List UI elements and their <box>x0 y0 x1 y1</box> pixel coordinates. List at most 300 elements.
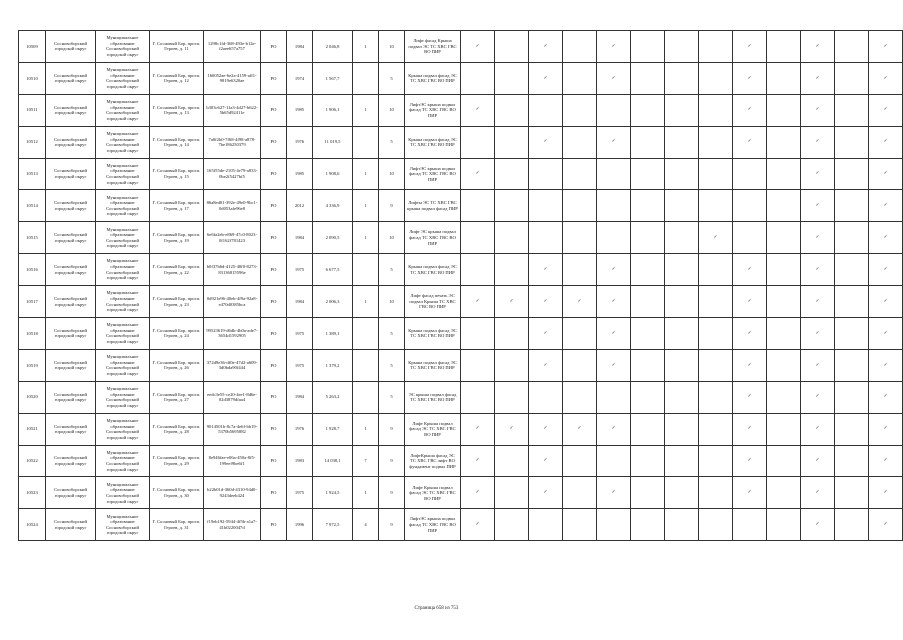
cell-area: 1 906,1 <box>313 94 353 126</box>
cell-n2: 5 <box>379 254 405 286</box>
check-mark-icon: ✓ <box>733 126 767 158</box>
cell-locality: Сосновоборский городской округ <box>46 190 96 222</box>
cell-n2: 10 <box>379 158 405 190</box>
empty-cell <box>495 254 529 286</box>
empty-cell <box>767 445 801 477</box>
empty-cell <box>597 222 631 254</box>
empty-cell <box>631 318 665 350</box>
table-row <box>19 413 903 445</box>
cell-n1: 1 <box>353 477 379 509</box>
cell-id: 10521 <box>19 413 46 445</box>
empty-cell <box>835 222 869 254</box>
empty-cell <box>665 286 699 318</box>
empty-cell <box>495 381 529 413</box>
empty-cell <box>665 318 699 350</box>
cell-area: 1 908,6 <box>313 158 353 190</box>
empty-cell <box>767 509 801 541</box>
empty-cell <box>495 445 529 477</box>
cell-locality: Сосновоборский городской округ <box>46 286 96 318</box>
empty-cell <box>495 31 529 63</box>
cell-municipality: Муниципальное образование Сосновоборский городской округ <box>96 126 150 158</box>
check-mark-icon: ✓ <box>801 381 835 413</box>
cell-works: Крыша подвал фасад ЭС ТС ХВС ГВС ВО ПИР <box>405 349 461 381</box>
check-mark-icon: ✓ <box>597 62 631 94</box>
check-mark-icon: ✓ <box>461 94 495 126</box>
cell-id: 10515 <box>19 222 46 254</box>
table-row <box>19 477 903 509</box>
cell-address: Г. Сосновый Бор, просп. Героев, д. 28 <box>150 413 204 445</box>
check-mark-icon: ✓ <box>801 94 835 126</box>
empty-cell <box>563 31 597 63</box>
cell-n2: 10 <box>379 222 405 254</box>
check-mark-icon: ✓ <box>733 62 767 94</box>
check-mark-icon: ✓ <box>869 62 903 94</box>
check-mark-icon: ✓ <box>597 126 631 158</box>
empty-cell <box>835 31 869 63</box>
cell-area: 11 019,5 <box>313 126 353 158</box>
cell-n2: 9 <box>379 445 405 477</box>
cell-address: Г. Сосновый Бор, просп. Героев, д. 15 <box>150 158 204 190</box>
empty-cell <box>835 381 869 413</box>
cell-code: f19eb192-5944-4f5b-a1a7-41b0220047d <box>204 509 261 541</box>
check-mark-icon: ✓ <box>733 318 767 350</box>
empty-cell <box>767 94 801 126</box>
empty-cell <box>631 94 665 126</box>
cell-municipality: Муниципальное образование Сосновоборский городской округ <box>96 445 150 477</box>
cell-year: 1984 <box>287 31 313 63</box>
empty-cell <box>597 381 631 413</box>
cell-year: 1976 <box>287 413 313 445</box>
cell-id: 10509 <box>19 31 46 63</box>
empty-cell <box>631 62 665 94</box>
cell-type: РО <box>261 254 287 286</box>
empty-cell <box>835 477 869 509</box>
cell-works: ЭС крыша подвал фасад ТС ХВС ГВС ВО ПИР <box>405 381 461 413</box>
empty-cell <box>631 349 665 381</box>
empty-cell <box>631 254 665 286</box>
cell-year: 1975 <box>287 318 313 350</box>
empty-cell <box>835 94 869 126</box>
cell-id: 10524 <box>19 509 46 541</box>
check-mark-icon: ✓ <box>529 286 563 318</box>
cell-type: РО <box>261 158 287 190</box>
cell-n1: 1 <box>353 413 379 445</box>
cell-year: 1984 <box>287 222 313 254</box>
cell-n2: 10 <box>379 94 405 126</box>
cell-n1: 1 <box>353 94 379 126</box>
cell-area: 5 263,2 <box>313 381 353 413</box>
empty-cell <box>835 509 869 541</box>
empty-cell <box>767 254 801 286</box>
empty-cell <box>631 31 665 63</box>
check-mark-icon: ✓ <box>461 445 495 477</box>
cell-area: 6 677,5 <box>313 254 353 286</box>
cell-code: 99523619-d6db-4b0a-ade7-3654d1592905 <box>204 318 261 350</box>
empty-cell <box>767 286 801 318</box>
empty-cell <box>563 62 597 94</box>
empty-cell <box>461 62 495 94</box>
cell-locality: Сосновоборский городской округ <box>46 413 96 445</box>
cell-municipality: Муниципальное образование Сосновоборский городской округ <box>96 349 150 381</box>
cell-code: 160052ae-6e2a-4159-aff1-9819e6320ae <box>204 62 261 94</box>
cell-type: РО <box>261 477 287 509</box>
cell-address: Г. Сосновый Бор, просп. Героев, д. 31 <box>150 509 204 541</box>
empty-cell <box>699 126 733 158</box>
empty-cell <box>495 94 529 126</box>
check-mark-icon: ✓ <box>801 349 835 381</box>
cell-n2: 9 <box>379 413 405 445</box>
cell-code: 165f55de-2105-4e79-a833-0be2f5427bf5 <box>204 158 261 190</box>
cell-municipality: Муниципальное образование Сосновоборский городской округ <box>96 381 150 413</box>
empty-cell <box>495 509 529 541</box>
check-mark-icon: ✓ <box>529 349 563 381</box>
cell-n2: 9 <box>379 509 405 541</box>
cell-municipality: Муниципальное образование Сосновоборский городской округ <box>96 286 150 318</box>
check-mark-icon: ✓ <box>869 94 903 126</box>
empty-cell <box>597 94 631 126</box>
empty-cell <box>461 318 495 350</box>
empty-cell <box>563 318 597 350</box>
table-row <box>19 222 903 254</box>
check-mark-icon: ✓ <box>529 445 563 477</box>
check-mark-icon: ✓ <box>597 318 631 350</box>
empty-cell <box>461 349 495 381</box>
empty-cell <box>699 31 733 63</box>
check-mark-icon: ✓ <box>801 509 835 541</box>
cell-address: Г. Сосновый Бор, просп. Героев, д. 30 <box>150 477 204 509</box>
cell-locality: Сосновоборский городской округ <box>46 222 96 254</box>
empty-cell <box>631 126 665 158</box>
check-mark-icon: ✓ <box>461 158 495 190</box>
empty-cell <box>563 381 597 413</box>
cell-locality: Сосновоборский городской округ <box>46 62 96 94</box>
check-mark-icon: ✓ <box>597 477 631 509</box>
check-mark-icon: ✓ <box>495 286 529 318</box>
check-mark-icon: ✓ <box>869 413 903 445</box>
table-row <box>19 94 903 126</box>
cell-id: 10520 <box>19 381 46 413</box>
empty-cell <box>461 190 495 222</box>
check-mark-icon: ✓ <box>733 413 767 445</box>
empty-cell <box>699 445 733 477</box>
empty-cell <box>529 509 563 541</box>
empty-cell <box>699 62 733 94</box>
empty-cell <box>835 318 869 350</box>
empty-cell <box>835 349 869 381</box>
cell-n1: 7 <box>353 445 379 477</box>
check-mark-icon: ✓ <box>869 190 903 222</box>
cell-year: 1976 <box>287 126 313 158</box>
empty-cell <box>597 509 631 541</box>
empty-cell <box>665 222 699 254</box>
check-mark-icon: ✓ <box>461 413 495 445</box>
empty-cell <box>699 286 733 318</box>
cell-area: 14 038,1 <box>313 445 353 477</box>
check-mark-icon: ✓ <box>869 381 903 413</box>
empty-cell <box>699 190 733 222</box>
empty-cell <box>665 381 699 413</box>
table-row <box>19 158 903 190</box>
check-mark-icon: ✓ <box>869 445 903 477</box>
cell-code: 8e946fae-e06a-450a-8f5-199eef9be6f1 <box>204 445 261 477</box>
cell-n1 <box>353 349 379 381</box>
cell-works: Лифты ЭС ТС ХВС ГВС крыша подвал фасад ПИР <box>405 190 461 222</box>
check-mark-icon: ✓ <box>597 413 631 445</box>
cell-year: 1975 <box>287 254 313 286</box>
check-mark-icon: ✓ <box>869 126 903 158</box>
cell-year: 1985 <box>287 94 313 126</box>
cell-code: b22b01d-360d-4310-94d0-9243deeb424 <box>204 477 261 509</box>
cell-n1 <box>353 381 379 413</box>
empty-cell <box>665 190 699 222</box>
table-row <box>19 254 903 286</box>
cell-works: Лифт фасад Крыша подвал ЭС ТС ХВС ГВС ВО ПИР <box>405 31 461 63</box>
cell-year: 2012 <box>287 190 313 222</box>
empty-cell <box>563 349 597 381</box>
empty-cell <box>665 62 699 94</box>
cell-code: 1298c1fd-368-493e-b12e-f2aee657a757 <box>204 31 261 63</box>
check-mark-icon: ✓ <box>699 222 733 254</box>
cell-n1: 1 <box>353 190 379 222</box>
empty-cell <box>767 349 801 381</box>
check-mark-icon: ✓ <box>733 254 767 286</box>
cell-municipality: Муниципальное образование Сосновоборский городской округ <box>96 31 150 63</box>
cell-id: 10519 <box>19 349 46 381</box>
check-mark-icon: ✓ <box>733 477 767 509</box>
empty-cell <box>699 318 733 350</box>
check-mark-icon: ✓ <box>733 31 767 63</box>
empty-cell <box>835 413 869 445</box>
cell-id: 10522 <box>19 445 46 477</box>
empty-cell <box>665 509 699 541</box>
empty-cell <box>529 190 563 222</box>
empty-cell <box>461 381 495 413</box>
check-mark-icon: ✓ <box>869 349 903 381</box>
table-row <box>19 190 903 222</box>
cell-address: Г. Сосновый Бор, просп. Героев, д. 17 <box>150 190 204 222</box>
cell-address: Г. Сосновый Бор, просп. Героев, д. 19 <box>150 222 204 254</box>
empty-cell <box>495 222 529 254</box>
empty-cell <box>665 349 699 381</box>
empty-cell <box>631 477 665 509</box>
empty-cell <box>563 222 597 254</box>
check-mark-icon: ✓ <box>801 190 835 222</box>
empty-cell <box>699 381 733 413</box>
check-mark-icon: ✓ <box>801 477 835 509</box>
cell-year: 1985 <box>287 158 313 190</box>
check-mark-icon: ✓ <box>461 286 495 318</box>
empty-cell <box>563 94 597 126</box>
cell-n1: 4 <box>353 509 379 541</box>
table-row <box>19 349 903 381</box>
empty-cell <box>529 158 563 190</box>
empty-cell <box>835 158 869 190</box>
check-mark-icon: ✓ <box>461 509 495 541</box>
cell-year: 1975 <box>287 477 313 509</box>
cell-address: Г. Сосновый Бор, просп. Героев, д. 12 <box>150 62 204 94</box>
cell-address: Г. Сосновый Бор, просп. Героев, д. 24 <box>150 318 204 350</box>
check-mark-icon: ✓ <box>801 413 835 445</box>
check-mark-icon: ✓ <box>597 349 631 381</box>
empty-cell <box>699 477 733 509</box>
table-row <box>19 62 903 94</box>
check-mark-icon: ✓ <box>801 318 835 350</box>
empty-cell <box>495 477 529 509</box>
cell-municipality: Муниципальное образование Сосновоборский городской округ <box>96 254 150 286</box>
empty-cell <box>631 158 665 190</box>
empty-cell <box>835 254 869 286</box>
table-row <box>19 445 903 477</box>
cell-code: 86a8ed01-392e-49e0-9bc1-0d053afe96e8 <box>204 190 261 222</box>
empty-cell <box>767 158 801 190</box>
cell-area: 1 379,2 <box>313 349 353 381</box>
check-mark-icon: ✓ <box>461 31 495 63</box>
empty-cell <box>665 94 699 126</box>
cell-address: Г. Сосновый Бор, просп. Героев, д. 13 <box>150 94 204 126</box>
empty-cell <box>767 190 801 222</box>
cell-code: 9014501b-8c7a-4e6f-bb19-5370b5695882 <box>204 413 261 445</box>
check-mark-icon: ✓ <box>869 254 903 286</box>
empty-cell <box>529 381 563 413</box>
check-mark-icon: ✓ <box>869 477 903 509</box>
cell-id: 10513 <box>19 158 46 190</box>
cell-works: Крыша подвал фасад ЭС ТС ХВС ГВС ВО ПИР <box>405 62 461 94</box>
cell-area: 2 046,8 <box>313 31 353 63</box>
empty-cell <box>665 254 699 286</box>
cell-n2: 5 <box>379 349 405 381</box>
cell-area: 1 924,5 <box>313 477 353 509</box>
cell-year: 1974 <box>287 62 313 94</box>
cell-n2: 10 <box>379 286 405 318</box>
empty-cell <box>665 31 699 63</box>
check-mark-icon: ✓ <box>529 254 563 286</box>
check-mark-icon: ✓ <box>801 445 835 477</box>
cell-address: Г. Сосновый Бор, просп. Героев, д. 11 <box>150 31 204 63</box>
check-mark-icon: ✓ <box>529 413 563 445</box>
cell-n1: 1 <box>353 222 379 254</box>
empty-cell <box>495 349 529 381</box>
cell-year: 1983 <box>287 445 313 477</box>
cell-works: ЛифтКрыша фасад ЭС ТС ХВС ГВС лифт ВО фундамент подвал ПИР <box>405 445 461 477</box>
cell-type: РО <box>261 190 287 222</box>
cell-type: РО <box>261 126 287 158</box>
empty-cell <box>767 318 801 350</box>
cell-type: РО <box>261 413 287 445</box>
cell-id: 10511 <box>19 94 46 126</box>
empty-cell <box>563 477 597 509</box>
table-row <box>19 126 903 158</box>
empty-cell <box>495 318 529 350</box>
cell-area: 1 567,7 <box>313 62 353 94</box>
empty-cell <box>699 254 733 286</box>
cell-n1: 1 <box>353 31 379 63</box>
cell-n2: 9 <box>379 190 405 222</box>
cell-locality: Сосновоборский городской округ <box>46 445 96 477</box>
cell-works: Лифт Крыша подвал фасад ЭС ТС ХВС ГВС ВО ПИР <box>405 477 461 509</box>
empty-cell <box>835 445 869 477</box>
cell-type: РО <box>261 62 287 94</box>
cell-n1: 1 <box>353 286 379 318</box>
cell-address: Г. Сосновый Бор, просп. Героев, д. 14 <box>150 126 204 158</box>
cell-works: Лифт ЭС крыша подвал фасад ТС ХВС ГВС ВО ПИР <box>405 222 461 254</box>
cell-works: Крыша подвал фасад ЭС ТС ХВС ГВС ВО ПИР <box>405 126 461 158</box>
table-row <box>19 509 903 541</box>
check-mark-icon: ✓ <box>869 31 903 63</box>
cell-type: РО <box>261 509 287 541</box>
cell-works: ЛифтЭС крыша подвал фасад ТС ХВС ГВС ВО ПИР <box>405 158 461 190</box>
cell-area: 1 928,7 <box>313 413 353 445</box>
check-mark-icon: ✓ <box>801 62 835 94</box>
cell-locality: Сосновоборский городской округ <box>46 31 96 63</box>
cell-type: РО <box>261 286 287 318</box>
cell-address: Г. Сосновый Бор, просп. Героев, д. 23 <box>150 286 204 318</box>
cell-area: 1 389,1 <box>313 318 353 350</box>
cell-id: 10523 <box>19 477 46 509</box>
cell-year: 1984 <box>287 381 313 413</box>
cell-n2: 5 <box>379 318 405 350</box>
cell-type: РО <box>261 31 287 63</box>
cell-municipality: Муниципальное образование Сосновоборский городской округ <box>96 158 150 190</box>
cell-locality: Сосновоборский городской округ <box>46 254 96 286</box>
cell-n1 <box>353 254 379 286</box>
cell-locality: Сосновоборский городской округ <box>46 477 96 509</box>
cell-municipality: Муниципальное образование Сосновоборский городской округ <box>96 190 150 222</box>
cell-locality: Сосновоборский городской округ <box>46 126 96 158</box>
empty-cell <box>597 190 631 222</box>
empty-cell <box>461 254 495 286</box>
cell-type: РО <box>261 349 287 381</box>
cell-n1 <box>353 318 379 350</box>
check-mark-icon: ✓ <box>529 31 563 63</box>
cell-works: ЛифтЭС крыша подвал фасад ТС ХВС ГВС ВО ПИР <box>405 94 461 126</box>
check-mark-icon: ✓ <box>801 31 835 63</box>
empty-cell <box>563 126 597 158</box>
check-mark-icon: ✓ <box>563 413 597 445</box>
cell-code: eedc3e55-ce20-4ee1-8d6e-02d3879dfaa4 <box>204 381 261 413</box>
empty-cell <box>733 222 767 254</box>
cell-works: Лифт Крыша подвал фасад ЭС ТС ХВС ГВС ВО ПИР <box>405 413 461 445</box>
page-number: Страница 658 из 753 <box>414 606 459 611</box>
cell-n2: 5 <box>379 62 405 94</box>
empty-cell <box>733 509 767 541</box>
cell-id: 10518 <box>19 318 46 350</box>
check-mark-icon: ✓ <box>597 31 631 63</box>
empty-cell <box>767 413 801 445</box>
empty-cell <box>665 413 699 445</box>
check-mark-icon: ✓ <box>869 509 903 541</box>
check-mark-icon: ✓ <box>869 158 903 190</box>
cell-type: РО <box>261 381 287 413</box>
empty-cell <box>767 477 801 509</box>
empty-cell <box>631 445 665 477</box>
cell-municipality: Муниципальное образование Сосновоборский городской округ <box>96 222 150 254</box>
empty-cell <box>529 222 563 254</box>
cell-address: Г. Сосновый Бор, просп. Героев, д. 26 <box>150 349 204 381</box>
empty-cell <box>597 158 631 190</box>
empty-cell <box>495 158 529 190</box>
cell-code: b0f37b6d-4125-40f0-8273-83136815596e <box>204 254 261 286</box>
cell-year: 1975 <box>287 349 313 381</box>
cell-works: Крыша подвал фасад ЭС ТС ХВС ГВС ВО ПИР <box>405 254 461 286</box>
check-mark-icon: ✓ <box>801 222 835 254</box>
cell-id: 10517 <box>19 286 46 318</box>
cell-n2: 5 <box>379 381 405 413</box>
cell-code: 372d9e36-df0e-47d2-a609-3d0bda90f444 <box>204 349 261 381</box>
check-mark-icon: ✓ <box>733 94 767 126</box>
table-row <box>19 318 903 350</box>
empty-cell <box>461 126 495 158</box>
empty-cell <box>631 413 665 445</box>
